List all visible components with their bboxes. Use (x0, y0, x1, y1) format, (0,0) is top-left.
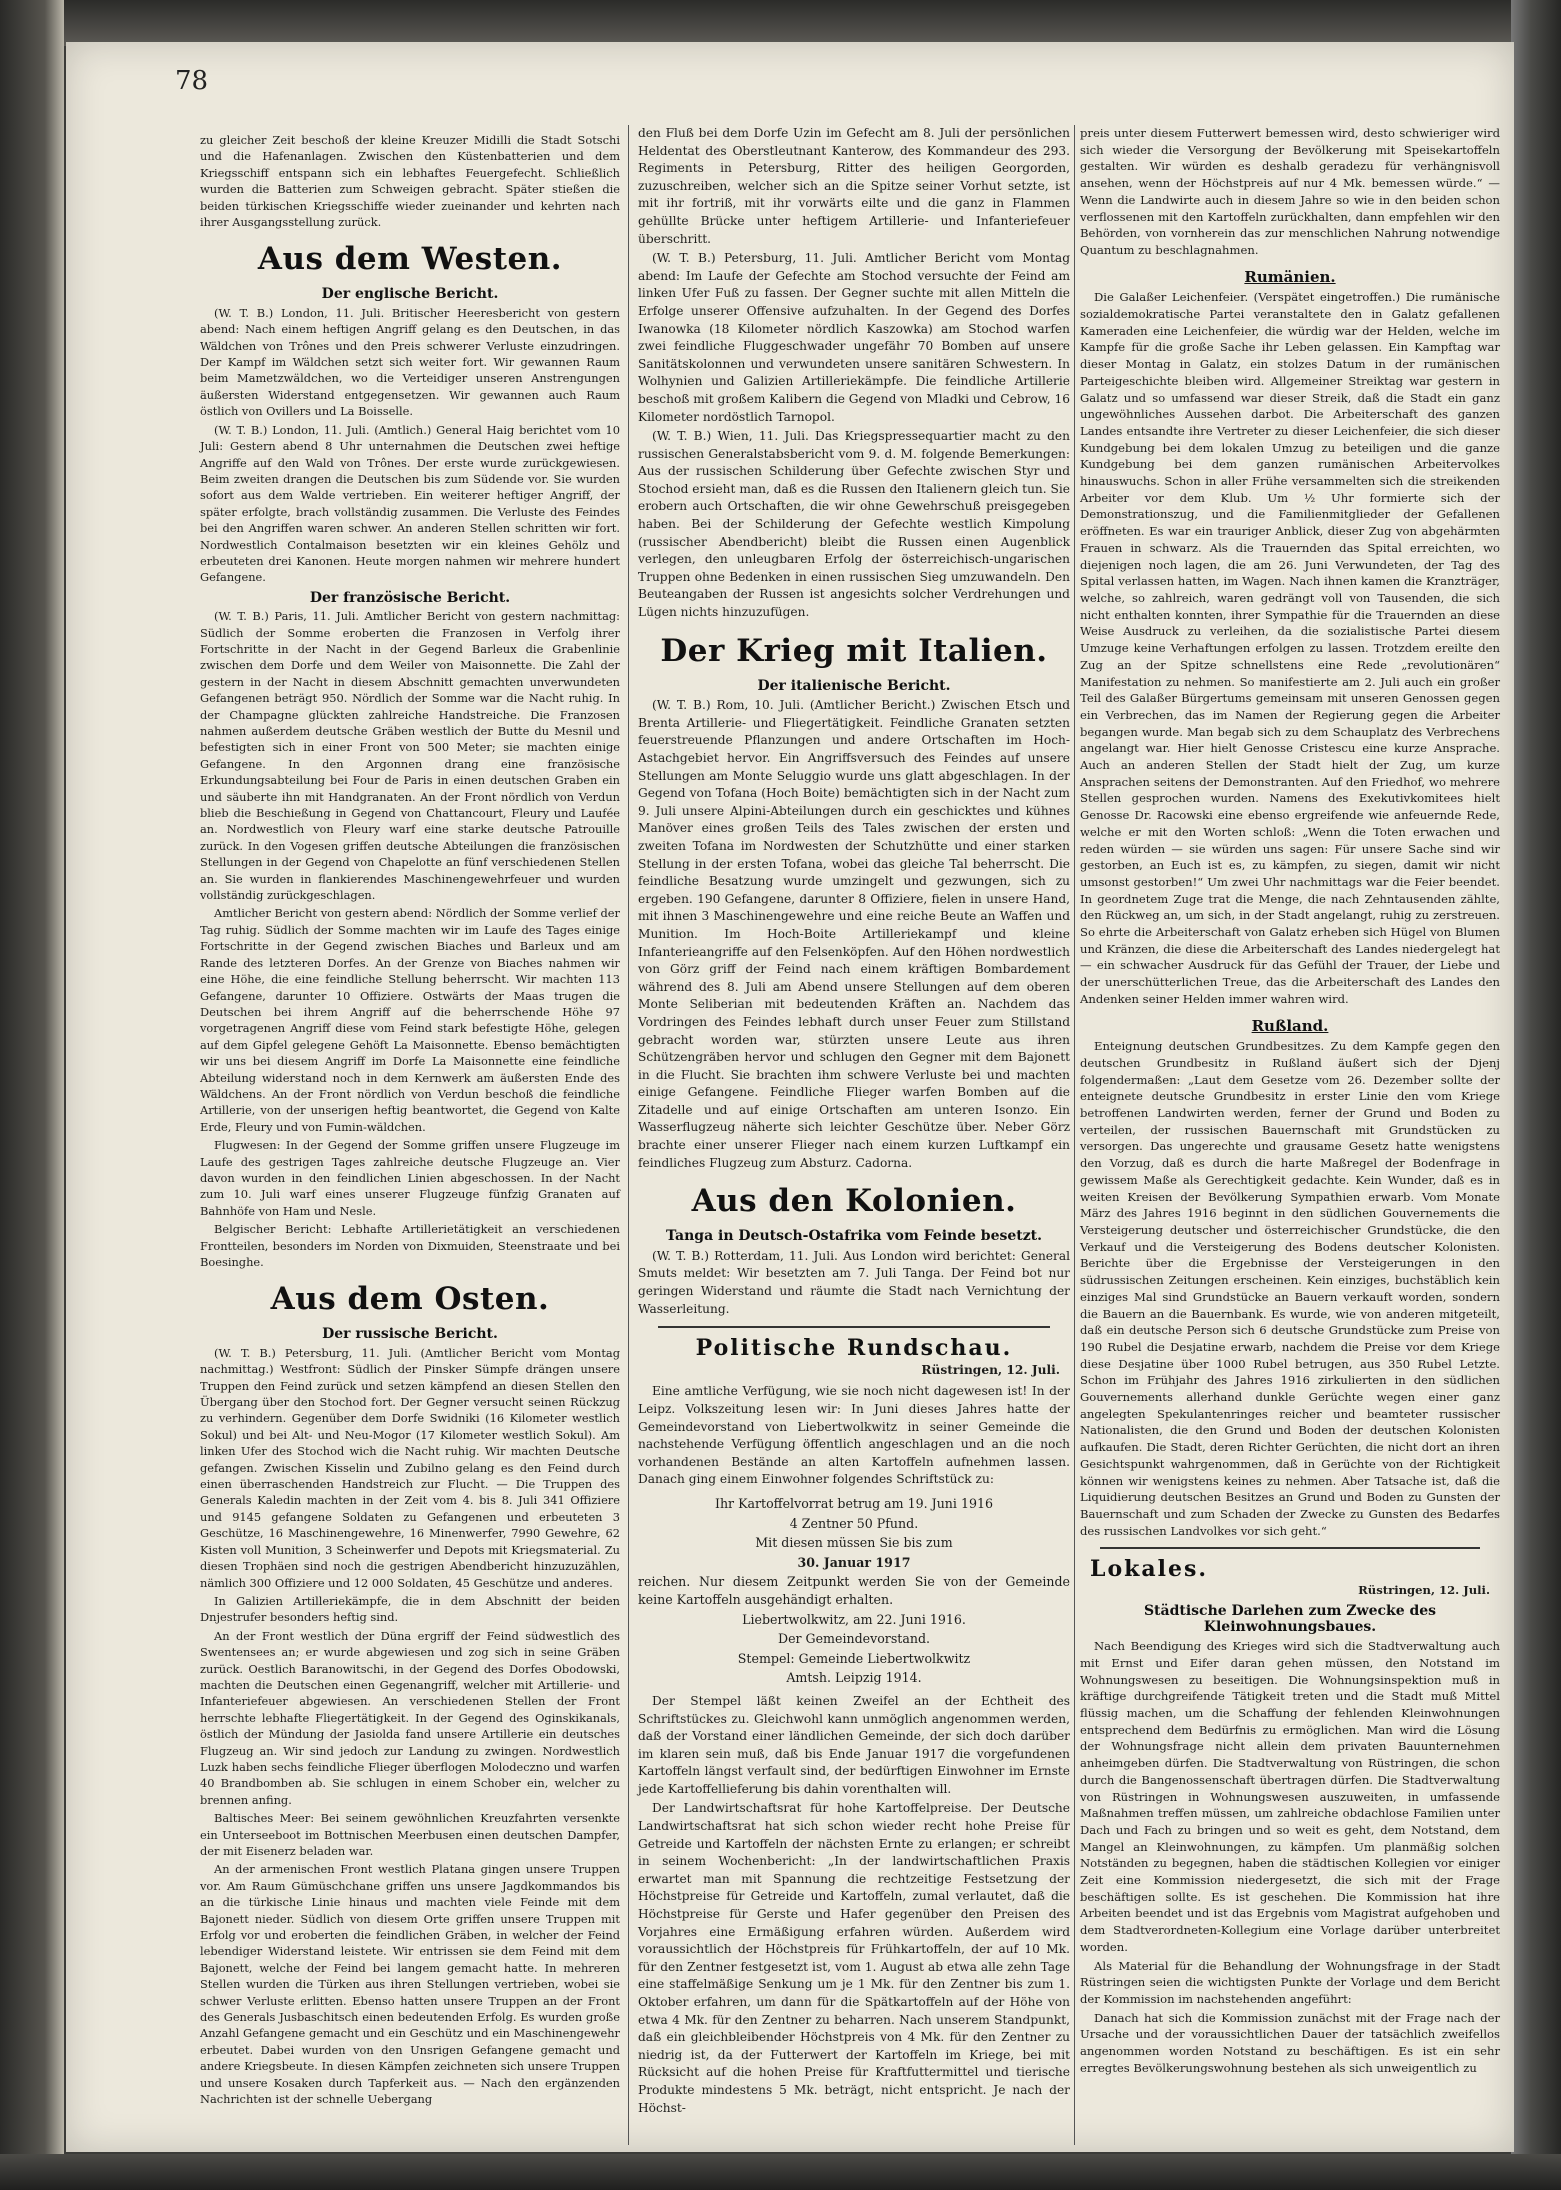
heading-russland: Rußland. (1251, 1016, 1329, 1035)
article-paragraph: Der Landwirtschaftsrat für hohe Kartoffelpreise. Der Deutsche Landwirtschaftsrat hat sich schon wieder recht hohe Preise für Getreide und Kartoffeln der nächsten Ernte zu erlangen; er schreibt in seinem Wochenbericht: „In der landwirtschaftlichen Praxis erwartet man mit Spannung die rechtzeitige Festsetzung der Höchstpreise für Getreide und Kartoffeln, zumal verlautet, daß die Höchstpreise für Gerste und Hafer gegenüber den Preisen des Vorjahres eine Ermäßigung erfahren würden. Außerdem wird voraussichtlich der Höchstpreis für Frühkartoffeln, der auf 10 Mk. für den Zentner festgesetzt ist, vom 1. August ab etwa alle zehn Tage eine staffelmäßige Senkung um je 1 Mk. für den Zentner bis zum 1. Oktober erfahren, um dann für die Spätkartoffeln auf der Höhe von etwa 4 Mk. für den Zentner zu beharren. Nach unserem Standpunkt, daß ein gleichbleibender Höchstpreis von 4 Mk. für den Zentner zu niedrig ist, da der Futterwert der Kartoffeln im Kriege, bei mit Rücksicht auf die hohen Preise für Kraftfuttermittel und tierische Produkte mindestens 5 Mk. beträgt, nicht entspricht. Je nach der Höchst- (638, 1801, 1070, 2115)
column-rule-1 (628, 125, 629, 2145)
article-paragraph: Danach hat sich die Kommission zunächst mit der Frage nach der Ursache und der voraussichtlichen Dauer der tatsächlich zweifellos angenommen worden Notstand zu beschäftigen. Es ist ein sehr erregtes Bevölkerungswohnung bestehen als sich unweigentlich zu (1080, 2010, 1500, 2075)
article-paragraph: Die Galaßer Leichenfeier. (Verspätet eingetroffen.) Die rumänische sozialdemokratische Partei veranstaltete den in Galatz gefallenen Kameraden eine Leichenfeier, die würdig war der Helden, welche im Kampfe für die große Sache ihr Leben gelassen. Ein Kampftag war dieser Montag in Galatz, ein stolzes Datum in der rumänischen Parteigeschichte bleiben wird. Allgemeiner Streiktag war gestern in Galatz und so umfassend war dieser Streik, daß die Stadt ein ganz ungewöhnliches Aussehen darbot. Die Arbeiterschaft des ganzen Landes entsandte ihre Vertreter zu dieser Leichenfeier, die sich dieser Kundgebung bei dem lokalen Umzug zu beteiligen und die ganze Kundgebung bei dem ganzen rumänischen Arbeitervolkes hinauswuchs. Schon in aller Frühe versammelten sich die streikenden Arbeiter vor dem Klub. Um ½ Uhr formierte sich der Demonstrationszug, und die Familienmitglieder der Gefallenen eröffneten. Es war ein trauriger Anblick, dieser Zug von abgehärmten Frauen in schwarz. Als die Trauernden das Spital erreichten, wo diejenigen noch lagen, die am 26. Juni Verwundeten, der Tag des Spital verlassen hatten, im Wagen. Nach ihnen kamen die Kranzträger, welche, so zahlreich, waren gedrängt voll von Tausenden, die sich nicht enthalten konnten, ihrer Sympathie für die Trauernden an diese Weise Ausdruck zu verleihen, da die sozialistische Partei diesem Umzuge keine Verhaftungen erfolgen zu lassen. Trotzdem ereilte den Zug an der Spitze schnellstens eine Rede „revolutionären“ Manifestation zu nehmen. So manifestierte am 2. Juli auch ein großer Teil des Galaßer Bürgertums gemeinsam mit unseren Genossen gegen ein Verbrechen, das im Namen der Regierung gegen die Arbeiter begangen wurde. Man begab sich zu dem Schauplatz des Verbrechens angelangt war. Hier hielt Genosse Cristescu eine kurze Ansprache. Auch an anderen Stellen der Stadt hielt der Zug, um kurze Ansprachen seitens der Demonstranten. Auf den Friedhof, wo mehrere Stellen gesprochen wurden. Namens des Exekutivkomitees hielt Genosse Dr. Racowski eine ebenso ergreifende wie anfeuernde Rede, welche er mit den Worten schloß: „Wenn die Toten erwachen und reden würden — sie würden uns sagen: Für unsere Sache sind wir gestorben, an Euch ist es, zu kämpfen, zu siegen, damit wir nicht umsonst gestorben!“ Um zwei Uhr nachmittags war die Feier beendet. In geordnetem Zuge trat die Menge, die nach Zehntausenden zählte, den Rückweg an, um sich, in der Stadt angelangt, ruhig zu zerstreuen. So ehrte die Arbeiterschaft von Galatz erheben sich Hügel von Blumen und Kränzen, die diese die Arbeiterschaft des Landes niedergelegt hat — ein schwacher Ausdruck für das Gefühl der Trauer, der Liebe und der unerschütterlichen Treue, das die Arbeiterschaft des Landes den Andenken seiner Helden immer wahren wird. (1080, 290, 1500, 1006)
heading-west: Aus dem Westen. (257, 241, 563, 278)
article-paragraph: Nach Beendigung des Krieges wird sich die Stadtverwaltung auch mit Ernst und Eifer daran gehen müssen, den Notstand im Wohnungswesen zu beseitigen. Die Wohnungsinspektion muß in kräftige durchgreifende Tätigkeit treten und die Stadt muß Mittel flüssig machen, um die Schaffung der fehlenden Kleinwohnungen entsprechend dem Bedürfnis zu ermöglichen. Man wird die Lösung der Wohnungsfrage nicht allein dem privaten Bauunternehmen anheimgeben dürfen. Die Stadtverwaltung von Rüstringen, die schon durch die Bangenossenschaft übertragen dürfen. Die Stadtverwaltung von Rüstringen in Wohnungswesen auszuweiten, in umfassende Maßnahmen treffen müssen, um zahlreiche obdachlose Familien unter Dach und Fach zu bringen und so weit es geht, dem Notstand, dem Mangel an Kleinwohnungen, zu kämpfen. Um planmäßig solchen Notständen zu begegnen, haben die städtischen Kollegien vor einiger Zeit eine Kommission niedergesetzt, die sich mit der Frage beschäftigen sollte. Es ist geschehen. Die Kommission hat ihre Arbeiten beendet und ist das Ergebnis vom Magistrat aufgehoben und dem Stadtverordneten-Kollegium eine Vorlage darüber unterbreitet worden. (1080, 1639, 1500, 1954)
article-paragraph: Der Stempel läßt keinen Zweifel an der Echtheit des Schriftstückes zu. Gleichwohl kann unmöglich angenommen werden, daß der Vorstand einer ländlichen Gemeinde, der sich doch darüber im klaren sein muß, daß bis Ende Januar 1917 die vorgefundenen Kartoffeln längst verfault sind, der bedürftigen Einwohner im Ernste jede Kartoffellieferung bis dahin vorenthalten will. (638, 1693, 1070, 1796)
scan-border-top (0, 0, 1561, 46)
subheading-russian: Der russische Bericht. (322, 1326, 498, 1343)
dateline: Rüstringen, 12. Juli. (1358, 1583, 1490, 1598)
article-paragraph: Enteignung deutschen Grundbesitzes. Zu dem Kampfe gegen den deutschen Grundbesitz in Rußland äußert sich der Djenj folgendermaßen: „Laut dem Gesetze vom 26. Dezember sollte der enteignete deutsche Grundbesitz in erster Linie den vom Kriege betroffenen Landwirten werden, ferner der Grund und Boden zu verteilen, der russischen Bauernschaft mit Grundstücken zu versorgen. Das ungerechte und grausame Gesetz hatte wenigstens den Vorzug, daß es durch die harte Maßregel der Bodenfrage in gewissem Maße als Gerechtigkeit gedachte. Kein Wunder, daß es in weiten Kreisen der Bevölkerung Sympathien erwarb. Vom Monate März des Jahres 1916 beginnt in den südlichen Gouvernements die Versteigerung deutscher und österreichischer Grundstücke, die den Verkauf und die Versteigerung des Bodens deutscher Kolonisten. Berichte über die Ergebnisse der Versteigerungen in den südrussischen Zeitungen erscheinen. Kein einziges, buchstäblich kein einziges Mal sind Grundstücke an Bauern verkauft worden, sondern die Bauern an die Bauernbank. Es wurde, wie von anderen mitgeteilt, daß ein deutsche Person sich 6 deutsche Grundstücke zum Preise von 190 Rubel die Desjatine erwarb, nachdem die Preise vor dem Kriege diese Desjatine über 1000 Rubel betrugen, aus 350 Rubel Letzte. Schon im Frühjahr des Jahres 1916 zirkulierten in den südlichen Gouvernements allerhand dunkle Gerüchte wegen einer ganz angelegten Spekulantenringes reicher und beamteter russischer Nationalisten, die den Grund und Boden der deutschen Kolonisten aufkaufen. Die Stadt, deren Richter Gerüchten, die nicht dort an ihren Gesichtspunkt wahrgenommen, daß in Gerüchte von der Richtigkeit können wir wenigstens keines zu nehmen. Aber Tatsache ist, daß die Liquidierung deutschen Besitzes an Grund und Boden zu Gunsten der Bauernschaft und zum Schaden der Zwecke zu Gunsten des Bedarfes des russischen Landvolkes vor sich geht.“ (1080, 1039, 1500, 1538)
article-paragraph: (W. T. B.) Petersburg, 11. Juli. (Amtlicher Bericht vom Montag nachmittag.) Westfront: Südlich der Pinsker Sümpfe drängen unsere Truppen den Feind zurück und setzen kämpfend an diesen Stellen den Übergang über den Stochod fort. Der Gegner versucht seinen Rückzug zu verhindern. Gegenüber dem Dorfe Swidniki (16 Kilometer westlich Sokul) und bei Alt- und Neu-Mogor (17 Kilometer westlich Sokul). Am linken Ufer des Stochod wich die Nacht ruhig. Wir machten Deutsche gefangen. Zwischen Kisselin und Zubilno gelang es den Feind durch einen überraschenden Handstreich zur Flucht. — Die Truppen des Generals Kaledin machten in der Zeit vom 4. bis 8. Juli 341 Offiziere und 9145 gefangene Soldaten zu Gefangenen und erbeuteten 3 Geschütze, 16 Maschinengewehre, 16 Minenwerfer, 7990 Gewehre, 62 Kisten voll Munition, 3 Scheinwerfer und Depots mit Kriegsmaterial. Zu diesen Trophäen sind noch die gestrigen Abendbericht hinzuzuzählen, nämlich 300 Offiziere und 12 000 Soldaten, 45 Geschütze und anderes. (200, 1345, 620, 1590)
article-paragraph: (W. T. B.) Wien, 11. Juli. Das Kriegspressequartier macht zu den russischen Generalstabsbericht vom 9. d. M. folgende Bemerkungen: Aus der russischen Schilderung über Gefechte zwischen Styr und Stochod ersieht man, daß es die Russen den Italienern gleich tun. Sie erobern auch Ortschaften, die wir ohne Gewehrschuß preisgegeben haben. Bei der Schilderung der Gefechte westlich Kimpolung (russischer Abendbericht) bleibt die Russen einen Augenblick verlegen, den unleugbaren Erfolg der österreichisch-ungarischen Truppen ohne Bedenken in einen russischen Sieg umzuwandeln. Den Beuteangaben der Russen ist angesichts solcher Verdrehungen und Lügen nichts hinzuzufügen. (638, 429, 1070, 620)
heading-ost: Aus dem Osten. (270, 1281, 550, 1318)
notice-stamp: Stempel: Gemeinde Liebertwolkwitz (737, 1650, 971, 1666)
heading-lokales: Lokales. (1090, 1556, 1209, 1583)
heading-italien: Der Krieg mit Italien. (660, 632, 1048, 669)
article-paragraph: (W. T. B.) London, 11. Juli. (Amtlich.) General Haig berichtet vom 10 Juli: Gestern abend 8 Uhr unternahmen die Deutschen zwei heftige Angriffe auf den Wald von Trônes. Der erste wurde zurückgewiesen. Beim zweiten drangen die Deutschen bis zum Südende vor. Sie wurden sofort aus dem Walde vertrieben. Ein weiterer heftiger Angriff, der später erfolgte, brach vollständig zusammen. Die Verluste des Feindes bei den Angriffen waren schwer. An anderen Stellen schritten wir fort. Nordwestlich Contalmaison besetzten wir ein kleines Gehölz und erbeuteten drei Kanonen. Heute morgen nahmen wir mehrere hundert Gefangene. (200, 422, 620, 585)
notice-line: reichen. Nur diesem Zeitpunkt werden Sie von der Gemeinde keine Kartoffeln ausgehändigt erhalten. (638, 1574, 1070, 1607)
notice-line: Ihr Kartoffelvorrat betrug am 19. Juni 1916 (714, 1495, 994, 1511)
column-3 (1080, 125, 1500, 2078)
column-1 (200, 132, 620, 2110)
article-paragraph: Flugwesen: In der Gegend der Somme griffen unsere Flugzeuge im Laufe des gestrigen Tages zahlreiche deutsche Flugzeuge an. Vier davon wurden in den feindlichen Linien abgeschossen. In der Nacht zum 10. Juli warf eines unserer Flugzeuge fünfzig Granaten auf Bahnhöfe von Ham und Nesle. (200, 1138, 620, 1218)
official-notice (638, 1495, 1070, 1687)
article-paragraph: (W. T. B.) Rom, 10. Juli. (Amtlicher Bericht.) Zwischen Etsch und Brenta Artillerie- und Fliegertätigkeit. Feindliche Granaten setzten feuerstreuende Pflanzungen und andere Ortschaften im Hoch-Astachgebiet hervor. Ein Angriffsversuch des Feindes auf unsere Stellungen am Monte Seluggio wurde uns glatt abgeschlagen. In der Gegend von Tofana (Hoch Boite) bemächtigten sich in der Nacht zum 9. Juli unsere Alpini-Abteilungen durch ein geschicktes und kühnes Manöver eines großen Teils des Tales zwischen der ersten und zweiten Tofana im Nordwesten der Schutzhütte und einer starken Stellung in der ersten Tofana, wobei das gleiche Tal beherrscht. Die feindliche Besatzung wurde umzingelt und gezwungen, sich zu ergeben. 190 Gefangene, darunter 8 Offiziere, fielen in unsere Hand, mit ihnen 3 Maschinengewehre und eine reiche Beute an Waffen und Munition. Im Hoch-Boite Artilleriekampf und kleine Infanterieangriffe auf den Felsenköpfen. Auf den Höhen nordwestlich von Görz griff der Feind nach einem kräftigen Bombardement während des 8. Juli am Abend unsere Stellungen auf dem oberen Monte Seliberian mit bedeutenden Kräften an. Nachdem das Vordringen des Feindes lebhaft durch unser Feuer zum Stillstand gebracht worden war, stürzten unsere Leute aus ihren Schützengräben hervor und schlugen den Gegner mit dem Bajonett in die Flucht. Sie brachten ihm schwere Verluste bei und machten einige Gefangene. Feindliche Flieger warfen Bomben auf die Zitadelle und auf einige Ortschaften am unteren Isonzo. Ein Wasserflugzeug näherte sich leichter Geschütze über. Neber Görz brachte einer unserer Flieger nach einem kurzen Luftkampf ein feindliches Flugzeug zum Absturz. Cadorna. (638, 698, 1070, 1170)
notice-line: Mit diesen müssen Sie bis zum (755, 1535, 953, 1551)
article-paragraph: (W. T. B.) Petersburg, 11. Juli. Amtlicher Bericht vom Montag abend: Im Laufe der Gefechte am Stochod versuchte der Feind am linken Ufer Fuß zu fassen. Der Gegner suchte mit allen Mitteln die Erfolge unserer Offensive aufzuhalten. In der Gegend des Dorfes Iwanowka (18 Kilometer nördlich Kaszowka) am Stochod warfen zwei feindliche Fluggeschwader ungefähr 70 Bomben auf unsere Sanitätskolonnen und verwundeten unsere sanitären Schwestern. In Wolhynien und Galizien Artilleriekämpfe. Die feindliche Artillerie beschoß mit großem Kalibern die Gegend von Mladki und Cebrow, 16 Kilometer nordöstlich Tarnopol. (638, 251, 1070, 424)
notice-signature: Der Gemeindevorstand. (777, 1631, 931, 1647)
article-paragraph: (W. T. B.) Rotterdam, 11. Juli. Aus London wird berichtet: General Smuts meldet: Wir besetzten am 7. Juli Tanga. Der Feind bot nur geringen Widerstand und räumte die Stadt nach Vernichtung der Wasserleitung. (638, 1248, 1070, 1316)
article-paragraph: Eine amtliche Verfügung, wie sie noch nicht dagewesen ist! In der Leipz. Volkszeitung lesen wir: In Juni dieses Jahres hatte der Gemeindevorstand von Liebertwolkwitz in seiner Gemeinde die nachstehende Verfügung öffentlich angeschlagen und an die noch vorhandenen Bestände an alten Kartoffeln aufnehmen lassen. Danach ging einem Einwohner folgendes Schriftstück zu: (638, 1384, 1070, 1487)
subheading-french: Der französische Bericht. (309, 589, 511, 606)
column-rule-2 (1074, 125, 1075, 2145)
heading-politisch: Politische Rundschau. (695, 1335, 1013, 1362)
notice-place: Liebertwolkwitz, am 22. Juni 1916. (742, 1611, 966, 1627)
article-paragraph: Amtlicher Bericht von gestern abend: Nördlich der Somme verlief der Tag ruhig. Südlich der Somme machten wir im Laufe des Tages einige Fortschritte in der Gegend zwischen Biaches und Barleux und am Rande des letzteren Dorfes. An der Grenze von Biaches nahmen wir eine Höhe, die eine feindliche Stellung beherrscht. Wir machten 113 Gefangene, darunter 10 Offiziere. Ostwärts der Maas trugen die Deutschen bei ihrem Angriff auf die beherrschende Höhe 97 vorgetragenen Angriff diese vom Feind stark befestigte Höhe, gelegen auf dem Gipfel gelegene Gehöft La Maisonnette. Ebenso bemächtigten wir uns bei diesem Angriff im Dorfe La Maisonnette eine feindliche Abteilung widerstand noch in dem Kernwerk am äußersten Ende des Wäldchens. An der Front nördlich von Verdun beschoß die feindliche Artillerie, von der unserigen heftig beantwortet, die Gegend von Kalte Erde, Fleury und von Fumin-wäldchen. (200, 906, 620, 1134)
subheading-italian: Der italienische Bericht. (757, 677, 951, 694)
article-paragraph: An der Front westlich der Düna ergriff der Feind südwestlich des Swentensees an; er wurde abgewiesen und zog sich in seine Gräben zurück. Oestlich Baranowitschi, in der Gegend des Dorfes Obodowski, machten die Deutschen einen Gegenangriff, welcher mit Artillerie- und Infanteriefeuer abgewiesen. An verschiedenen Stellen der Front herrschte lebhafte Fliegertätigkeit. In der Gegend des Oginskikanals, östlich der Mündung der Jasiolda fand unsere Artillerie ein deutsches Flugzeug an. Wir sind jedoch zur Landung zu zwingen. Nordwestlich Luzk haben sechs feindliche Flieger überflogen Molodeczno und warfen 40 Brandbomben ab. Sie schlugen in einem Schober ein, welcher zu brennen anfing. (200, 1628, 620, 1807)
section-divider (1100, 1547, 1480, 1549)
article-paragraph: In Galizien Artilleriekämpfe, die in dem Abschnitt der beiden Dnjestrufer besonders heftig sind. (200, 1593, 620, 1625)
scan-border-right (1511, 0, 1561, 2190)
article-paragraph: Als Material für die Behandlung der Wohnungsfrage in der Stadt Rüstringen seien die wichtigsten Punkte der Vorlage und dem Bericht der Kommission im nachstehenden angeführt: (1080, 1958, 1500, 2006)
notice-line: 4 Zentner 50 Pfund. (789, 1515, 919, 1531)
article-paragraph: An der armenischen Front westlich Platana gingen unsere Truppen vor. Am Raum Gümüschchane griffen uns unsere Jagdkommandos bis an die türkische Linie hinaus und machten viele Feinde mit dem Bajonett nieder. Südlich von diesem Orte griffen unsere Truppen mit Erfolg vor und eroberten die feindlichen Gräben, in welcher der Feind lebendiger Widerstand leistete. Wir entrissen sie dem Feind mit dem Bajonett, welche der Feind bei langem gemacht hatte. In mehreren Stellen wurden die Türken aus ihren Stellungen vertrieben, wobei sie schwer Verluste erlitten. Ebenso hatten unsere Truppen an der Front des Generals Jusbaschitsch einen bedeutenden Erfolg. Es wurden große Anzahl Gefangene gemacht und ein Geschütz und ein Maschinengewehr erbeutet. Dabei wurden von den Unsrigen Gefangene gemacht und andere Kriegsbeute. In diesen Kämpfen zeichneten sich unsere Truppen und unsere Kosaken durch Tapferkeit aus. — Nach den ergänzenden Nachrichten ist der schnelle Uebergang (200, 1862, 620, 2107)
section-divider (658, 1326, 1050, 1328)
subheading-english: Der englische Bericht. (321, 286, 499, 303)
column-2 (638, 125, 1070, 2119)
article-paragraph: Belgischer Bericht: Lebhafte Artillerietätigkeit an verschiedenen Frontteilen, besonders im Norden von Dixmuiden, Steenstraate und bei Boesinghe. (200, 1222, 620, 1269)
scan-border-left (0, 0, 64, 2190)
article-paragraph: (W. T. B.) Paris, 11. Juli. Amtlicher Bericht von gestern nachmittag: Südlich der Somme eroberten die Franzosen in Verfolg ihrer Fortschritte in der Nacht in der Gegend Barleux die Grabenlinie zwischen dem Dorfe und dem Weiler von Maisonnette. Die Zahl der gestern in der Nacht in diesem Abschnitt gemachten unverwundeten Gefangenen beträgt 950. Nördlich der Somme war die Nacht ruhig. In der Champagne glückten zahlreiche Handstreiche. Die Franzosen nahmen außerdem deutsche Gräben westlich der Butte du Mesnil und befestigten sich in einer Front von 500 Meter; sie machten einige Gefangene. In den Argonnen drang eine französische Erkundungsabteilung bei Four de Paris in einen deutschen Graben ein und säuberte ihn mit Handgranaten. An der Front nördlich von Verdun blieb die Beschießung in Gegend von Chattancourt, Fleury und Laufée an. Nordwestlich von Fleury warf eine starke deutsche Patrouille zurück. In den Vogesen griffen deutsche Abteilungen die französischen Stellungen in der Gegend von Chapelotte an fünf verschiedenen Stellen an. Sie wurden in flankierendes Maschinengewehrfeuer und wurden vollständig zurückgeschlagen. (200, 609, 620, 903)
page-number: 78 (175, 66, 209, 96)
subheading-darlehen: Städtische Darlehen zum Zwecke des Kleinwohnungsbaues. (1143, 1602, 1437, 1636)
notice-line: 30. Januar 1917 (797, 1554, 911, 1570)
notice-stamp: Amtsh. Leipzig 1914. (786, 1670, 922, 1686)
dateline: Rüstringen, 12. Juli. (921, 1362, 1060, 1377)
col1-intro: zu gleicher Zeit beschoß der kleine Kreuzer Midilli die Stadt Sotschi und die Hafenanlagen. Zwischen den Küstenbatterien und dem Kriegsschiff entspann sich ein lebhaftes Feuergefecht. Schließlich wurden die Batterien zum Schweigen gebracht. Später stießen die beiden türkischen Kriegsschiffe wieder zueinander und kehrten nach ihrer Ausgangsstellung zurück. (200, 133, 620, 230)
heading-rumaenien: Rumänien. (1244, 267, 1336, 286)
article-paragraph: Baltisches Meer: Bei seinem gewöhnlichen Kreuzfahrten versenkte ein Unterseeboot im Bottnischen Meerbusen einen deutschen Dampfer, der mit Eisenerz beladen war. (200, 1811, 620, 1858)
article-paragraph: (W. T. B.) London, 11. Juli. Britischer Heeresbericht von gestern abend: Nach einem heftigen Angriff gelang es den Deutschen, in das Wäldchen von Trônes und den Preis schwerer Verluste einzudringen. Der Kampf im Wäldchen setzt sich weiter fort. Wir gewannen Raum beim Mametzwäldchen, wo die Verteidiger unseren Anstrengungen äußersten Widerstand entgegensetzen. Wir gewannen auch Raum östlich von Ovillers und La Boisselle. (200, 305, 620, 419)
heading-kolonien: Aus den Kolonien. (691, 1183, 1017, 1220)
subheading-tanga: Tanga in Deutsch-Ostafrika vom Feinde besetzt. (665, 1228, 1043, 1245)
col2-intro: den Fluß bei dem Dorfe Uzin im Gefecht am 8. Juli der persönlichen Heldentat des Oberstleutnant Kanterow, des Kommandeur des 293. Regiments in Petersburg, Ritter des heiligen Georgorden, zuzuschreiben, welcher sich an die Spitze seiner Vorhut setzte, ist mit ihr fortriß, mit ihr vorwärts eilte und die ganz in Flammen gehüllte Brücke unter heftigem Artillerie- und Infanteriefeuer überschritt. (638, 126, 1070, 246)
col3-intro: preis unter diesem Futterwert bemessen wird, desto schwieriger wird sich wieder die Versorgung der Bevölkerung mit Speisekartoffeln gestalten. Wir würden es deshalb geradezu für verhängnisvoll ansehen, wenn der Höchstpreis auf nur 4 Mk. bemessen würde.“ — Wenn die Landwirte auch in diesem Jahre so wie in den beiden schon verflossenen mit den Kartoffeln zurückhalten, dann empfehlen wir den Behörden, von vornherein das zur menschlichen Nahrung notwendige Quantum zu beschlagnahmen. (1080, 126, 1500, 257)
scan-border-bottom (0, 2154, 1561, 2190)
